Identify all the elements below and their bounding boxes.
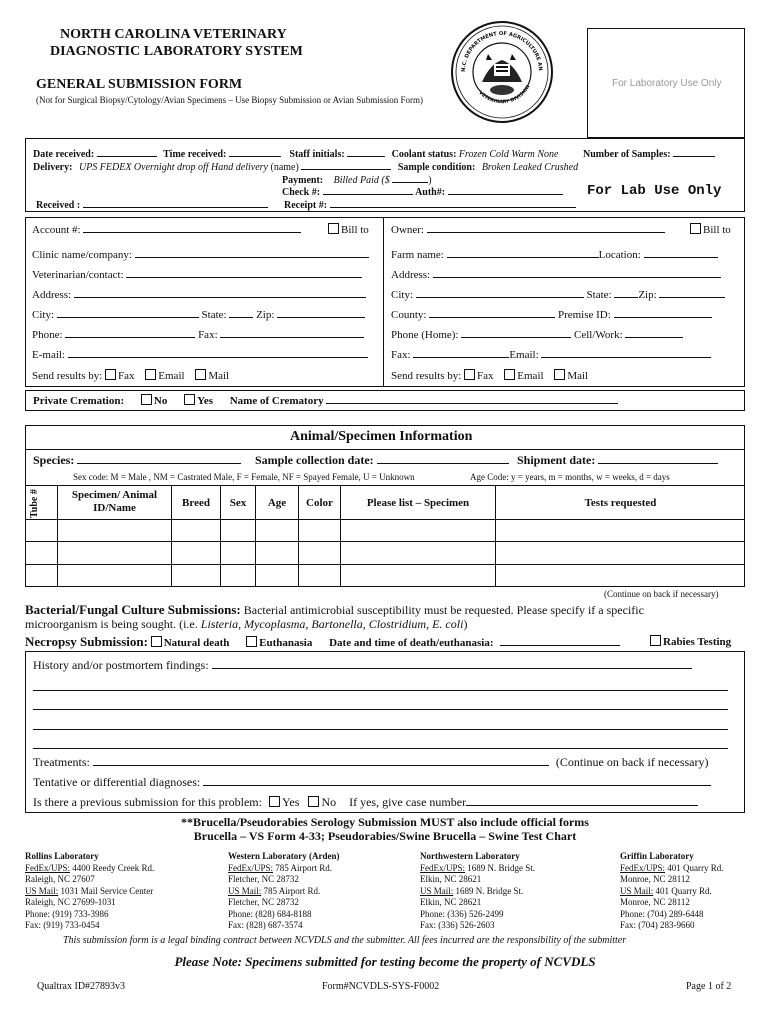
- email-row: [32, 348, 368, 361]
- clinic-row: [32, 248, 369, 261]
- brucella-line1: **Brucella/Pseudorabies Serology Submission MUST also include official forms: [181, 815, 589, 829]
- receiving-row-2: [33, 160, 578, 173]
- culture-text-1: Bacterial antimicrobial susceptibility must be requested. Please specify if a specific: [240, 603, 644, 617]
- shipment-date-row: [517, 453, 718, 468]
- culture-text-3: ): [463, 617, 468, 631]
- lab-northwestern: [420, 851, 535, 932]
- lab-mail-city: Monroe, NC 28112: [620, 897, 690, 907]
- shipment-date-label: Shipment date:: [517, 453, 596, 467]
- owner-phone-row: [391, 328, 683, 341]
- findings-line[interactable]: [33, 690, 728, 691]
- lab-fedex-city: Fletcher, NC 28732: [228, 874, 299, 884]
- send-mail-label: Mail: [208, 370, 230, 382]
- death-date-field[interactable]: [500, 636, 620, 646]
- send-email-label: Email: [158, 370, 185, 382]
- lab-fedex-address: 785 Airport Rd.: [273, 862, 333, 873]
- form-title: GENERAL SUBMISSION FORM: [36, 77, 243, 92]
- coolant-options[interactable]: Frozen Cold Warm None: [458, 149, 559, 160]
- table-header-divider: [25, 519, 745, 520]
- owner-send-mail-checkbox[interactable]: [554, 369, 565, 380]
- veterinarian-label: Veterinarian/contact:: [32, 269, 124, 281]
- owner-zip-label: Zip:: [638, 289, 657, 301]
- owner-send-mail-label: Mail: [567, 370, 589, 382]
- findings-field[interactable]: [212, 659, 692, 669]
- property-notice: Please Note: Specimens submitted for testing become the property of NCVDLS: [174, 954, 596, 969]
- lab-fedex-city: Elkin, NC 28621: [420, 874, 482, 884]
- send-results-row: [32, 369, 229, 382]
- owner-bill-to-label: Bill to: [703, 224, 731, 236]
- account-bill-to-checkbox[interactable]: [328, 223, 339, 234]
- cremation-no-checkbox[interactable]: [141, 394, 152, 405]
- owner-row: [391, 223, 665, 236]
- col-age: Age: [267, 497, 287, 509]
- lab-fedex-city: Monroe, NC 28112: [620, 874, 690, 884]
- owner-send-fax-checkbox[interactable]: [464, 369, 475, 380]
- time-received-label: Time received:: [163, 149, 227, 160]
- lab-phone: Phone: (336) 526-2499: [420, 908, 504, 919]
- received-field[interactable]: [83, 198, 268, 208]
- lab-mail-label: US Mail:: [620, 885, 654, 896]
- clinic-label: Clinic name/company:: [32, 249, 132, 261]
- death-date-label: Date and time of death/euthanasia:: [329, 637, 494, 649]
- previous-yes-checkbox[interactable]: [269, 796, 280, 807]
- address-label: Address:: [32, 289, 72, 301]
- culture-line1: [25, 602, 644, 618]
- city-label: City:: [32, 309, 55, 321]
- condition-options[interactable]: Broken Leaked Crushed: [481, 162, 579, 173]
- number-samples-label: Number of Samples:: [583, 149, 671, 160]
- zip-label: Zip:: [256, 309, 275, 321]
- form-number: Form#NCVDLS-SYS-F0002: [322, 981, 440, 992]
- findings-line[interactable]: [33, 748, 728, 749]
- cremation-no-label: No: [153, 395, 168, 407]
- culture-heading: Bacterial/Fungal Culture Submissions:: [25, 602, 241, 617]
- age-code-legend: Age Code: y = years, m = months, w = weeks, d = days: [470, 472, 670, 482]
- owner-send-email-label: Email: [517, 370, 544, 382]
- cell-work-field[interactable]: [625, 328, 683, 338]
- lab-fedex-label: FedEx/UPS:: [25, 862, 71, 873]
- account-label: Account #:: [32, 224, 81, 236]
- owner-fax-field[interactable]: [413, 348, 509, 358]
- lab-fedex: [228, 863, 339, 875]
- lab-mail: [25, 886, 154, 898]
- lab-mail: [228, 886, 339, 898]
- time-received-field[interactable]: [229, 147, 281, 157]
- send-fax-checkbox[interactable]: [105, 369, 116, 380]
- veterinarian-field[interactable]: [126, 268, 362, 278]
- lab-griffin: [620, 851, 724, 932]
- case-number-field[interactable]: [466, 796, 698, 806]
- lab-fedex-address: 4400 Reedy Creek Rd.: [70, 862, 155, 873]
- lab-mail-label: US Mail:: [420, 885, 454, 896]
- cell-work-label: Cell/Work:: [574, 329, 623, 341]
- county-label: County:: [391, 309, 427, 321]
- org-name-line2: DIAGNOSTIC LABORATORY SYSTEM: [50, 44, 303, 59]
- cremation-row: [33, 394, 618, 407]
- previous-no-checkbox[interactable]: [308, 796, 319, 807]
- lab-use-box-label: For Laboratory Use Only: [612, 78, 722, 89]
- received-row: [36, 198, 268, 211]
- lab-phone: Phone: (704) 289-6448: [620, 908, 704, 919]
- diagnoses-label: Tentative or differential diagnoses:: [33, 775, 201, 789]
- location-field[interactable]: [644, 248, 718, 258]
- city-field[interactable]: [57, 308, 199, 318]
- lab-fedex: [25, 863, 154, 875]
- number-samples-group: [583, 147, 715, 160]
- payment-options[interactable]: Billed Paid ($: [333, 175, 390, 186]
- col-breed: Breed: [182, 497, 210, 509]
- received-label: Received :: [36, 200, 81, 211]
- necropsy-heading: Necropsy Submission:: [25, 634, 148, 649]
- fax-field[interactable]: [220, 328, 364, 338]
- rabies-group[interactable]: [650, 635, 731, 648]
- auth-field[interactable]: [448, 185, 563, 195]
- cremation-label: Private Cremation:: [33, 395, 125, 407]
- staff-initials-label: Staff initials:: [289, 149, 345, 160]
- collection-date-row: [255, 453, 509, 468]
- euthanasia-label: Euthanasia: [259, 637, 313, 649]
- owner-bill-to[interactable]: [690, 223, 731, 236]
- owner-send-results-label: Send results by:: [391, 370, 462, 382]
- premise-id-field[interactable]: [614, 308, 712, 318]
- sex-code-legend: Sex code: M = Male , NM = Castrated Male, F = Female, NF = Spayed Female, U = Unknown: [73, 472, 415, 482]
- col-sex: Sex: [229, 497, 247, 509]
- cremation-yes-label: Yes: [197, 395, 213, 407]
- qualtrax-id: Qualtrax ID#27893v3: [37, 981, 126, 992]
- owner-state-label: State:: [586, 289, 612, 301]
- send-fax-label: Fax: [118, 370, 135, 382]
- animal-title-divider: [25, 449, 745, 450]
- table-continue-note: (Continue on back if necessary): [604, 589, 719, 599]
- staff-initials-field[interactable]: [347, 147, 385, 157]
- email-label: E-mail:: [32, 349, 65, 361]
- table-row-divider: [25, 564, 745, 565]
- seal-bottom-text: VETERINARY DIVISION: [477, 84, 532, 106]
- address-row: [32, 288, 366, 301]
- county-field[interactable]: [429, 308, 555, 318]
- form-subtitle: (Not for Surgical Biopsy/Cytology/Avian Specimens – Use Biopsy Submission or Avian Submission Form): [36, 95, 424, 105]
- payment-row: Payment: Billed Paid ($ ): [282, 175, 432, 186]
- collection-date-field[interactable]: [377, 454, 509, 464]
- page-number: Page 1 of 2: [686, 981, 732, 992]
- treatments-field[interactable]: [93, 756, 549, 766]
- lab-fax: Fax: (704) 283-9660: [620, 920, 695, 930]
- culture-organisms: Listeria, Mycoplasma, Bartonella, Clostridium, E. coli: [200, 617, 464, 631]
- owner-bill-to-checkbox[interactable]: [690, 223, 701, 234]
- address-field[interactable]: [74, 288, 366, 298]
- diagnoses-field[interactable]: [203, 776, 711, 786]
- owner-city-field[interactable]: [416, 288, 584, 298]
- receipt-label: Receipt #:: [284, 200, 328, 211]
- account-owner-divider: [383, 217, 384, 387]
- receipt-field[interactable]: [330, 198, 576, 208]
- necropsy-row: [25, 634, 620, 650]
- contract-notice: This submission form is a legal binding contract between NCVDLS and the submitter. All fees incurred are the responsibility of the submitter: [63, 935, 627, 946]
- cremation-yes-checkbox[interactable]: [184, 394, 195, 405]
- fax-label: Fax:: [198, 329, 218, 341]
- species-field[interactable]: [77, 454, 241, 464]
- findings-label: History and/or postmortem findings:: [33, 658, 209, 672]
- col-color: Color: [306, 497, 333, 509]
- premise-id-label: Premise ID:: [557, 309, 611, 321]
- number-samples-field[interactable]: [673, 147, 715, 157]
- owner-send-fax-label: Fax: [477, 370, 494, 382]
- previous-yes-label: Yes: [281, 795, 300, 809]
- payment-label: Payment:: [282, 175, 324, 186]
- delivery-label: Delivery:: [33, 162, 73, 173]
- owner-label: Owner:: [391, 224, 424, 236]
- lab-fedex-address: 401 Quarry Rd.: [665, 862, 724, 873]
- receiving-row-1: [33, 147, 558, 160]
- auth-label: Auth#:: [415, 187, 446, 198]
- phone-label: Phone:: [32, 329, 63, 341]
- lab-western: [228, 851, 339, 932]
- lab-rollins: [25, 851, 154, 932]
- crematory-label: Name of Crematory: [229, 395, 324, 407]
- treatments-continue: (Continue on back if necessary): [555, 755, 709, 769]
- owner-city-label: City:: [391, 289, 414, 301]
- owner-fax-label: Fax:: [391, 349, 411, 361]
- collection-date-label: Sample collection date:: [255, 453, 374, 467]
- natural-death-label: Natural death: [163, 637, 230, 649]
- sample-condition-label: Sample condition:: [397, 162, 476, 173]
- col-tests: Tests requested: [584, 497, 657, 509]
- phone-home-label: Phone (Home):: [391, 329, 459, 341]
- col-tube: Tube #: [29, 489, 40, 518]
- animal-section-title: Animal/Specimen Information: [290, 429, 473, 444]
- lab-name: Northwestern Laboratory: [420, 851, 520, 861]
- culture-text-2: microorganism is being sought. (i.e.: [25, 617, 201, 631]
- lab-mail-city: Fletcher, NC 28732: [228, 897, 299, 907]
- shipment-date-field[interactable]: [598, 454, 718, 464]
- farm-row: [391, 248, 718, 261]
- org-name-line1: NORTH CAROLINA VETERINARY: [60, 27, 287, 42]
- owner-fax-row: [391, 348, 711, 361]
- lab-mail: [620, 886, 724, 898]
- farm-name-label: Farm name:: [391, 249, 444, 261]
- owner-email-label: Email:: [509, 349, 539, 361]
- owner-address-field[interactable]: [433, 268, 721, 278]
- phone-row: [32, 328, 364, 341]
- owner-city-row: [391, 288, 725, 301]
- owner-zip-field[interactable]: [659, 288, 725, 298]
- lab-fedex-address: 1689 N. Bridge St.: [465, 862, 536, 873]
- owner-field[interactable]: [427, 223, 665, 233]
- previous-no-label: No: [321, 795, 337, 809]
- owner-address-row: [391, 268, 721, 281]
- legend-divider: [25, 485, 745, 486]
- culture-line2: [25, 617, 467, 632]
- farm-name-field[interactable]: [447, 248, 599, 258]
- lab-mail-address: 401 Quarry Rd.: [653, 885, 712, 896]
- email-field[interactable]: [68, 348, 368, 358]
- rabies-checkbox[interactable]: [650, 635, 661, 646]
- lab-name: Griffin Laboratory: [620, 851, 694, 861]
- findings-line[interactable]: [33, 729, 728, 730]
- zip-field[interactable]: [277, 308, 365, 318]
- ncda-seal: [450, 20, 554, 124]
- treatments-row: [33, 755, 709, 770]
- lab-use-box: [587, 28, 745, 138]
- lab-use-only-label: For Lab Use Only: [587, 183, 722, 199]
- rabies-label: Rabies Testing: [663, 636, 732, 648]
- account-bill-to[interactable]: [328, 223, 369, 236]
- check-label: Check #:: [282, 187, 321, 198]
- date-received-label: Date received:: [33, 149, 95, 160]
- receipt-row: [284, 198, 576, 211]
- city-row: [32, 308, 365, 321]
- owner-send-results-row: [391, 369, 588, 382]
- lab-mail-label: US Mail:: [228, 885, 262, 896]
- lab-name: Western Laboratory (Arden): [228, 851, 340, 861]
- findings-row: [33, 658, 692, 673]
- check-row: [282, 185, 563, 198]
- lab-fedex-label: FedEx/UPS:: [228, 862, 274, 873]
- seal-top-text: N.C. DEPARTMENT OF AGRICULTURE AN: [460, 30, 544, 73]
- findings-line[interactable]: [33, 709, 728, 710]
- treatments-label: Treatments:: [33, 755, 90, 769]
- species-label: Species:: [33, 453, 75, 467]
- lab-mail-address: 1031 Mail Service Center: [58, 885, 154, 896]
- location-label: Location:: [598, 249, 641, 261]
- account-owner-section: [25, 217, 745, 387]
- previous-submission-row: [33, 795, 698, 810]
- lab-name: Rollins Laboratory: [25, 851, 99, 861]
- account-field[interactable]: [83, 223, 301, 233]
- lab-fedex-label: FedEx/UPS:: [420, 862, 466, 873]
- seal-emblem-icon: [482, 54, 522, 95]
- send-email-checkbox[interactable]: [145, 369, 156, 380]
- lab-phone: Phone: (828) 684-8188: [228, 908, 312, 919]
- lab-mail: [420, 886, 535, 898]
- diagnoses-row: [33, 775, 711, 790]
- species-row: [33, 453, 241, 468]
- delivery-options[interactable]: UPS FEDEX Overnight drop off Hand delivery: [78, 162, 268, 173]
- county-row: [391, 308, 712, 321]
- account-row: [32, 223, 301, 236]
- lab-fax: Fax: (919) 733-0454: [25, 920, 100, 930]
- lab-phone: Phone: (919) 733-3986: [25, 908, 109, 919]
- lab-fedex-city: Raleigh, NC 27607: [25, 874, 95, 884]
- lab-fax: Fax: (336) 526-2603: [420, 920, 495, 930]
- veterinarian-row: [32, 268, 362, 281]
- previous-submission-label: Is there a previous submission for this problem:: [33, 795, 262, 809]
- table-row-divider: [25, 541, 745, 542]
- col-specimen: Please list – Specimen: [366, 497, 470, 509]
- paid-amount-field[interactable]: [392, 173, 428, 183]
- send-mail-checkbox[interactable]: [195, 369, 206, 380]
- lab-mail-address: 1689 N. Bridge St.: [453, 885, 524, 896]
- account-bill-to-label: Bill to: [341, 224, 369, 236]
- euthanasia-checkbox[interactable]: [246, 636, 257, 647]
- owner-send-email-checkbox[interactable]: [504, 369, 515, 380]
- clinic-field[interactable]: [135, 248, 369, 258]
- phone-home-field[interactable]: [461, 328, 571, 338]
- lab-fedex-label: FedEx/UPS:: [620, 862, 666, 873]
- date-received-field[interactable]: [97, 147, 157, 157]
- delivery-name-label: (name): [270, 162, 299, 173]
- lab-mail-city: Raleigh, NC 27699-1031: [25, 897, 116, 907]
- coolant-status-label: Coolant status:: [391, 149, 457, 160]
- lab-mail-address: 785 Airport Rd.: [261, 885, 321, 896]
- owner-address-label: Address:: [391, 269, 431, 281]
- brucella-line2: Brucella – VS Form 4-33; Pseudorabies/Swine Brucella – Swine Test Chart: [193, 829, 577, 843]
- crematory-field[interactable]: [326, 394, 618, 404]
- phone-field[interactable]: [65, 328, 195, 338]
- send-results-label: Send results by:: [32, 370, 103, 382]
- col-specimen-id: Specimen/ Animal ID/Name: [71, 489, 158, 514]
- check-field[interactable]: [323, 185, 413, 195]
- delivery-name-field[interactable]: [301, 160, 391, 170]
- lab-mail-city: Elkin, NC 28621: [420, 897, 482, 907]
- lab-fax: Fax: (828) 687-3574: [228, 920, 303, 930]
- state-field[interactable]: [229, 308, 253, 318]
- natural-death-checkbox[interactable]: [151, 636, 162, 647]
- case-number-label: If yes, give case number: [349, 795, 467, 809]
- lab-fedex: [620, 863, 724, 875]
- owner-state-field[interactable]: [614, 288, 638, 298]
- state-label: State:: [201, 309, 227, 321]
- owner-email-field[interactable]: [541, 348, 711, 358]
- lab-fedex: [420, 863, 535, 875]
- lab-mail-label: US Mail:: [25, 885, 59, 896]
